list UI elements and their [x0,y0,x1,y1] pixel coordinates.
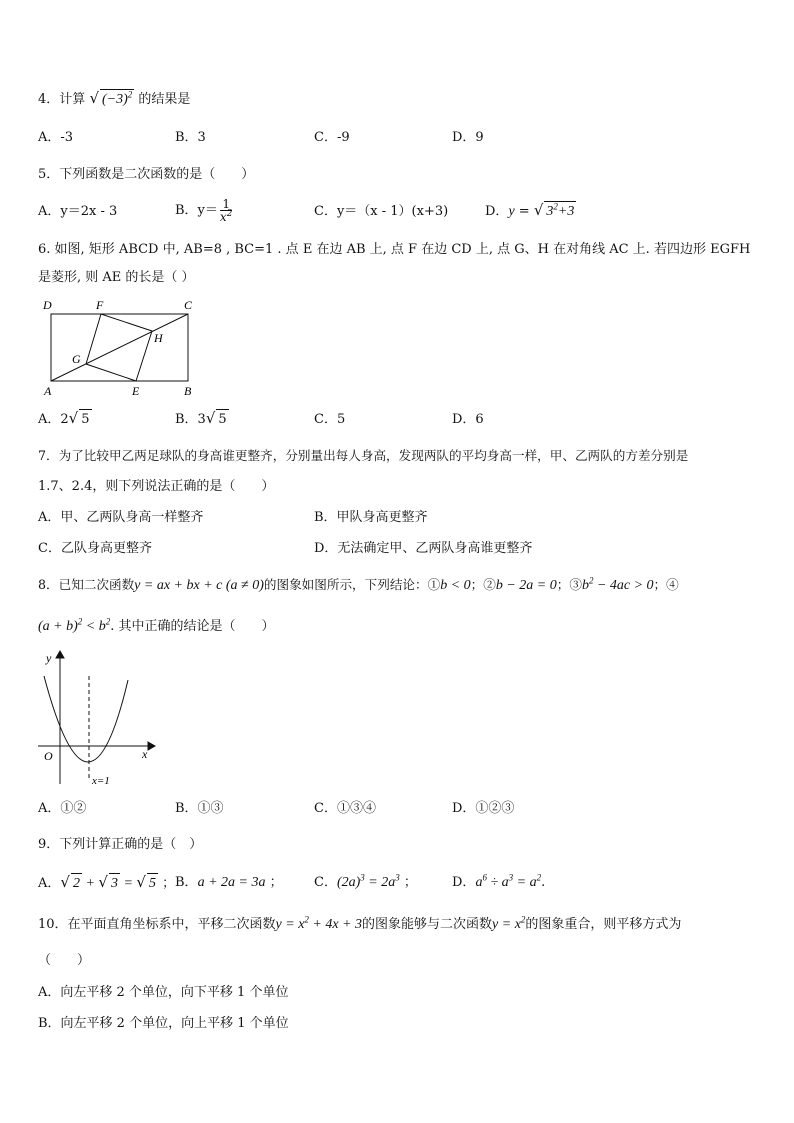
diagonal-ac [51,314,188,381]
q7-option-c[interactable]: C．乙队身高更整齐 [38,541,152,556]
question-6-line-1: 6. 如图, 矩形 ABCD 中, AB=8 , BC=1 . 点 E 在边 AB 上, 点 F 在边 CD 上, 点 G、H 在对角线 AC 上. 若四边形 EGFH [38,242,751,257]
parabola-graph [36,648,161,788]
label-d: D [43,298,52,312]
question-4 [38,88,190,110]
rectangle-figure [38,294,198,398]
label-e: E [132,384,140,398]
q9-option-d[interactable]: D．$a^6 \div a^3 = a^2$. [452,872,546,890]
parabola-curve [44,676,128,762]
question-5: 5．下列函数是二次函数的是（ ） [38,167,255,182]
label-f: F [96,298,104,312]
q4-radical: √ $(-3)^2$ [89,92,134,107]
q6-option-d[interactable]: D．6 [452,412,484,427]
q7-option-a[interactable]: A．甲、乙两队身高一样整齐 [38,510,204,525]
q4-option-d[interactable]: D．9 [452,130,484,145]
question-10-line-2: （ ） [38,953,91,968]
q6-option-c[interactable]: C．5 [314,412,346,427]
q9-option-a[interactable]: A．√ 2 + √ 3 = √ 5 ； [38,872,175,894]
question-10-line-1: 10．在平面直角坐标系中，平移二次函数$y = x^2 + 4x + 3$的图象能够与二次函数$y = x^2$的图象重合，则平移方式为 [38,914,682,932]
y-axis-arrow [56,651,64,658]
q8-option-d[interactable]: D．①②③ [452,801,515,816]
q4-number: 4． [38,92,60,107]
q4-option-b[interactable]: B．3 [175,130,206,145]
graph-origin-label: O [44,749,53,763]
q8-option-b[interactable]: B．①③ [175,801,224,816]
question-6-line-2: 是菱形, 则 AE 的长是（ ） [38,270,195,285]
question-7-line-1: 7．为了比较甲乙两足球队的身高谁更整齐，分别量出每人身高，发现两队的平均身高一样，甲、乙两队的方差分别是 [38,448,689,463]
label-h: H [154,331,163,345]
q5-option-b[interactable]: B．y＝ $\frac{1}{x^2}$ [175,197,233,224]
q4-option-c[interactable]: C．-9 [314,130,350,145]
q7-option-b[interactable]: B．甲队身高更整齐 [314,510,428,525]
q8-option-c[interactable]: C．①③④ [314,801,376,816]
q9-option-b[interactable]: B．a + 2a = 3a ； [175,875,283,890]
question-8-line-2: $(a + b)^2 < b^2$. 其中正确的结论是（ ） [38,616,275,634]
graph-axis-label: x=1 [92,775,110,787]
x-axis-arrow [148,742,155,750]
q4-pre: 计算 [59,92,86,107]
question-7-line-2: 1.7、2.4，则下列说法正确的是（ ） [38,479,275,494]
q5-option-d[interactable]: D．y = √ $3^2+3$ [485,200,576,222]
graph-x-label: x [142,747,148,761]
q4-post: 的结果是 [138,92,191,107]
q6-option-a[interactable]: A．2√ 5 [38,408,92,430]
question-9: 9．下列计算正确的是（ ） [38,837,203,852]
question-8-line-1: 8．已知二次函数y = ax + bx + c (a ≠ 0)的图象如图所示，下列结论：①b < 0；②b − 2a = 0；$③b^2 - 4ac > 0$；④ [38,575,679,593]
q10-option-a[interactable]: A．向左平移 2 个单位，向下平移 1 个单位 [38,985,289,1000]
label-g: G [72,352,81,366]
graph-y-label: y [46,651,52,665]
label-a: A [44,384,52,398]
label-b: B [184,384,192,398]
label-c: C [184,298,193,312]
q5-option-c[interactable]: C．y＝（x - 1）(x+3) [314,204,449,219]
q10-option-b[interactable]: B．向左平移 2 个单位，向上平移 1 个单位 [38,1016,289,1031]
q6-option-b[interactable]: B．3√ 5 [175,408,229,430]
q5-option-a[interactable]: A．y＝2x - 3 [38,204,118,219]
q7-option-d[interactable]: D．无法确定甲、乙两队身高谁更整齐 [314,541,533,556]
q9-option-c[interactable]: C．$(2a)^3 = 2a^3$ ； [314,872,417,890]
q8-option-a[interactable]: A．①② [38,801,87,816]
q4-option-a[interactable]: A．-3 [38,130,74,145]
